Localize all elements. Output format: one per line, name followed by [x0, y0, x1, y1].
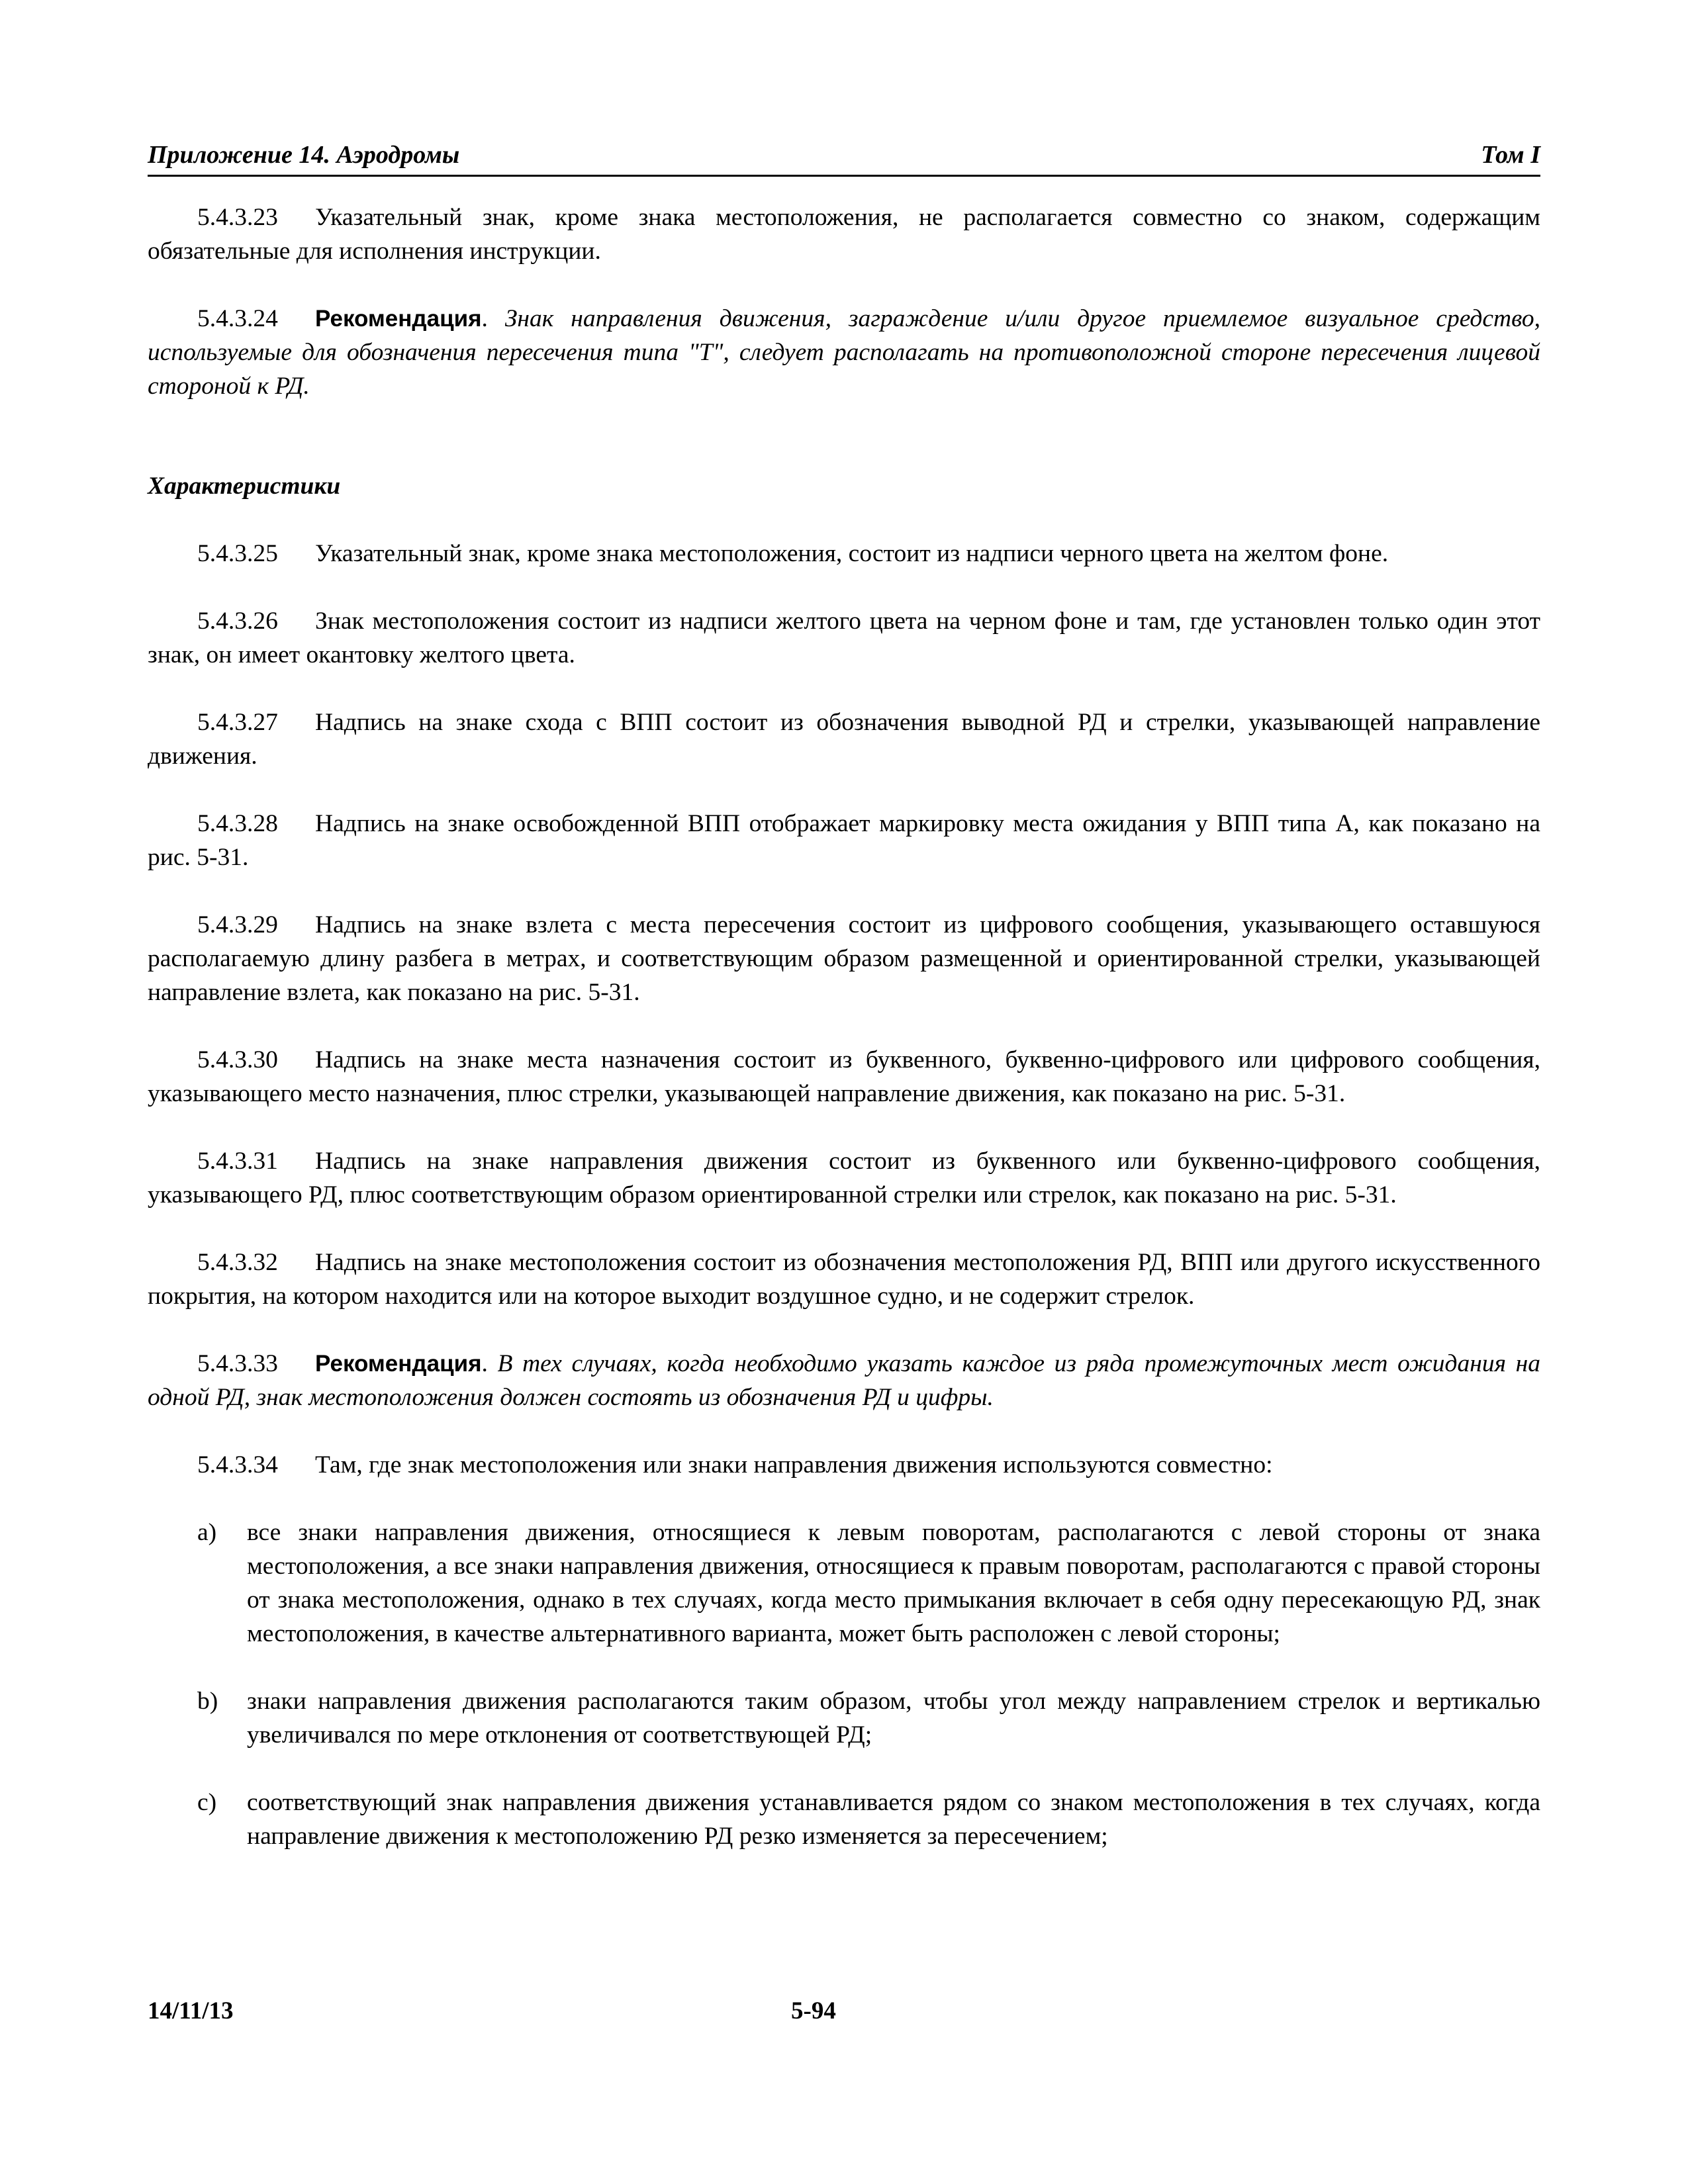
recommendation-text: Знак направления движения, заграждение и/или другое приемлемое визуальное средство, используемые для обозначения пересечения типа "T", следует располагать на противоположной стороне пересечения лицевой стороной к РД. [148, 305, 1541, 400]
paragraph-text: Надпись на знаке направления движения состоит из буквенного или буквенно-цифрового сообщения, указывающего РД, плюс соответствующим образом ориентированной стрелки или стрелок, как показано на рис. 5-31. [148, 1148, 1540, 1208]
paragraph-text: Надпись на знаке освобожденной ВПП отображает маркировку места ожидания у ВПП типа А, как показано на рис. 5-31. [148, 810, 1540, 871]
list-item-text: знаки направления движения располагаются таким образом, чтобы угол между направлением стрелок и вертикалью увеличивался по мере отклонения от соответствующей РД; [247, 1688, 1540, 1749]
paragraph-5-4-3-25 [148, 537, 1540, 570]
footer-page-number: 5-94 [791, 1997, 836, 2025]
section-heading: Характеристики [148, 473, 341, 500]
list-item-text: все знаки направления движения, относящиеся к левым поворотам, располагаются с левой стороны от знака местоположения, а все знаки направления движения, относящиеся к правым поворотам, располагаются с правой стороны от знака местоположения, однако в тех случаях, когда место примыкания включает в себя одну пересекающую РД, знак местоположения, в качестве альтернативного варианта, может быть расположен с левой стороны; [247, 1519, 1540, 1647]
paragraph-number: 5.4.3.27 [197, 709, 278, 736]
list-item-a [148, 1516, 1540, 1651]
footer-date: 14/11/13 [148, 1997, 234, 2025]
list-marker: b) [197, 1688, 218, 1715]
recommendation-label: Рекомендация [315, 306, 482, 332]
paragraph-5-4-3-33: 5.4.3.33 Рекомендация. В тех случаях, когда необходимо указать каждое из ряда промежуточных мест ожидания на одной РД, знак местоположения должен состоять из обозначения РД и цифры. [148, 1347, 1540, 1414]
paragraph-text: Указательный знак, кроме знака местоположения, состоит из надписи черного цвета на желтом фоне. [315, 540, 1389, 567]
header-volume: Том I [1481, 141, 1540, 169]
list-item-b [148, 1684, 1540, 1752]
paragraph-number: 5.4.3.34 [197, 1451, 278, 1479]
paragraph-5-4-3-28 [148, 807, 1540, 874]
paragraph-number: 5.4.3.23 [197, 204, 278, 231]
paragraph-5-4-3-34 [148, 1448, 1540, 1482]
paragraph-text: Там, где знак местоположения или знаки направления движения используются совместно: [315, 1451, 1273, 1479]
paragraph-number: 5.4.3.28 [197, 810, 278, 837]
paragraph-5-4-3-31 [148, 1144, 1540, 1212]
page-header [148, 131, 1540, 177]
paragraph-number: 5.4.3.31 [197, 1148, 278, 1175]
header-title: Приложение 14. Аэродромы [148, 141, 460, 169]
list-item-c [148, 1786, 1540, 1853]
paragraph-5-4-3-27 [148, 705, 1540, 773]
paragraph-text: Надпись на знаке местоположения состоит из обозначения местоположения РД, ВПП или другого искусственного покрытия, на котором находится или на которое выходит воздушное судно, и не содержит стрелок. [148, 1249, 1540, 1310]
list-marker: c) [197, 1789, 217, 1816]
paragraph-number: 5.4.3.29 [197, 911, 278, 938]
paragraph-text: Знак местоположения состоит из надписи желтого цвета на черном фоне и там, где установлен только один этот знак, он имеет окантовку желтого цвета. [148, 608, 1540, 668]
paragraph-5-4-3-26 [148, 604, 1540, 672]
paragraph-number: 5.4.3.24 [197, 305, 278, 332]
list-marker: a) [197, 1519, 217, 1546]
paragraph-5-4-3-29 [148, 908, 1540, 1009]
page-body [148, 201, 1540, 1887]
list-item-text: соответствующий знак направления движения устанавливается рядом со знаком местоположения в тех случаях, когда направление движения к местоположению РД резко изменяется за пересечением; [247, 1789, 1540, 1850]
recommendation-text: В тех случаях, когда необходимо указать каждое из ряда промежуточных мест ожидания на одной РД, знак местоположения должен состоять из обозначения РД и цифры. [148, 1350, 1541, 1411]
paragraph-number: 5.4.3.26 [197, 608, 278, 635]
paragraph-number: 5.4.3.25 [197, 540, 278, 567]
paragraph-5-4-3-23 [148, 201, 1540, 268]
paragraph-text: Надпись на знаке взлета с места пересечения состоит из цифрового сообщения, указывающего оставшуюся располагаемую длину разбега в метрах, и соответствующим образом размещенной и ориентированной стрелки, указывающей направление взлета, как показано на рис. 5-31. [148, 911, 1540, 1006]
paragraph-text: Надпись на знаке схода с ВПП состоит из обозначения выводной РД и стрелки, указывающей направление движения. [148, 709, 1540, 770]
paragraph-5-4-3-24: 5.4.3.24 Рекомендация. Знак направления движения, заграждение и/или другое приемлемое визуальное средство, используемые для обозначения пересечения типа "T", следует располагать на противоположной стороне пересечения лицевой стороной к РД. [148, 302, 1540, 403]
recommendation-label: Рекомендация [315, 1351, 482, 1377]
paragraph-number: 5.4.3.32 [197, 1249, 278, 1276]
paragraph-5-4-3-30 [148, 1043, 1540, 1111]
paragraph-number: 5.4.3.30 [197, 1046, 278, 1073]
paragraph-number: 5.4.3.33 [197, 1350, 278, 1377]
paragraph-text: Надпись на знаке места назначения состоит из буквенного, буквенно-цифрового или цифрового сообщения, указывающего место назначения, плюс стрелки, указывающей направление движения, как показано на рис. 5-31. [148, 1046, 1540, 1107]
paragraph-5-4-3-32 [148, 1246, 1540, 1313]
paragraph-text: Указательный знак, кроме знака местоположения, не располагается совместно со знаком, содержащим обязательные для исполнения инструкции. [148, 204, 1540, 265]
